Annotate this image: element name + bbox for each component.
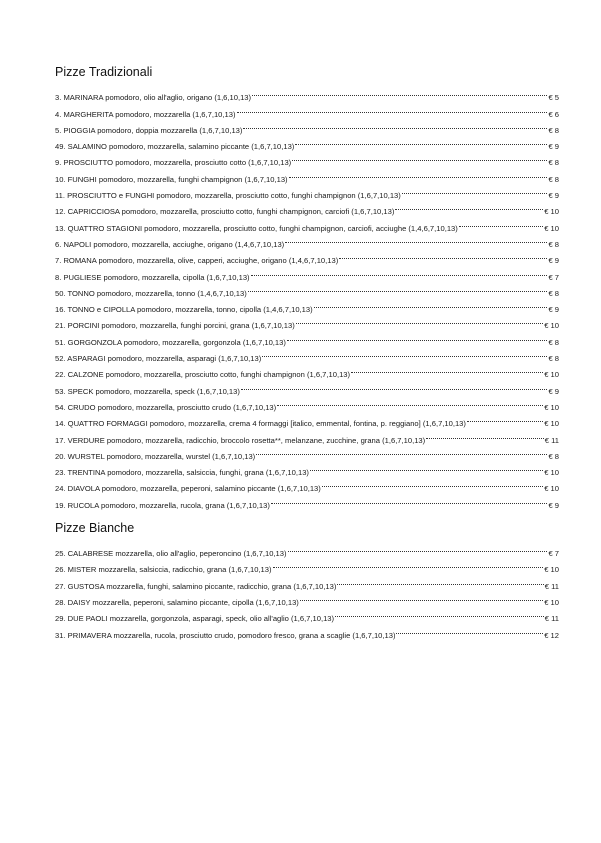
menu-item-price: € 10 — [544, 468, 559, 478]
menu-item-price: € 8 — [548, 125, 559, 135]
dot-leader — [322, 475, 543, 491]
dot-leader — [237, 100, 548, 116]
menu-item-description: 3. MARINARA pomodoro, olio all'aglio, origano (1,6,10,13) — [55, 93, 252, 103]
menu-item-description: 7. ROMANA pomodoro, mozzarella, olive, capperi, acciughe, origano (1,4,6,7,10,13) — [55, 256, 339, 266]
menu-item-price: € 10 — [544, 484, 559, 494]
menu-item-description: 21. PORCINI pomodoro, mozzarella, funghi porcini, grana (1,6,7,10,13) — [55, 321, 295, 331]
menu-item-price: € 11 — [544, 581, 559, 591]
menu-item-price: € 10 — [544, 321, 559, 331]
dot-leader — [262, 345, 547, 361]
dot-leader — [335, 605, 544, 621]
menu-item — [55, 540, 559, 559]
menu-item-price: € 8 — [548, 354, 559, 364]
menu-item-price: € 8 — [548, 451, 559, 461]
menu-item-price: € 10 — [544, 597, 559, 607]
menu-list — [55, 84, 559, 508]
dot-leader — [256, 443, 547, 459]
menu-item-description: 6. NAPOLI pomodoro, mozzarella, acciughe, origano (1,4,6,7,10,13) — [55, 239, 285, 249]
menu-item-description: 14. QUATTRO FORMAGGI pomodoro, mozzarella, crema 4 formaggi [italico, emmental, fontina, p. reggiano] (1,6,7,10,13) — [55, 419, 466, 429]
menu-item-price: € 9 — [548, 191, 559, 201]
dot-leader — [252, 84, 547, 100]
menu-item-price: € 11 — [544, 435, 559, 445]
menu-item-description: 16. TONNO e CIPOLLA pomodoro, mozzarella, tonno, cipolla (1,4,6,7,10,13) — [55, 305, 313, 315]
dot-leader — [277, 394, 543, 410]
section-title: Pizze Tradizionali — [55, 65, 153, 79]
dot-leader — [467, 410, 543, 426]
menu-item-description: 10. FUNGHI pomodoro, mozzarella, funghi champignon (1,6,7,10,13) — [55, 174, 288, 184]
menu-list — [55, 540, 559, 638]
menu-page — [55, 64, 559, 638]
menu-item-price: € 9 — [548, 305, 559, 315]
section-pizze-bianche — [55, 520, 559, 638]
dot-leader — [339, 247, 547, 263]
section-title: Pizze Bianche — [55, 520, 135, 535]
dot-leader — [402, 182, 548, 198]
dot-leader — [426, 426, 544, 442]
dot-leader — [289, 165, 548, 181]
menu-item-price: € 10 — [544, 370, 559, 380]
menu-item-description: 24. DIAVOLA pomodoro, mozzarella, peperoni, salamino piccante (1,6,7,10,13) — [55, 484, 321, 494]
menu-item-description: 26. MISTER mozzarella, salsiccia, radicchio, grana (1,6,7,10,13) — [55, 565, 272, 575]
menu-item-description: 8. PUGLIESE pomodoro, mozzarella, cipolla (1,6,7,10,13) — [55, 272, 250, 282]
menu-item — [55, 84, 559, 103]
menu-item-price: € 10 — [544, 207, 559, 217]
dot-leader — [395, 198, 543, 214]
menu-item-description: 52. ASPARAGI pomodoro, mozzarella, asparagi (1,6,7,10,13) — [55, 354, 262, 364]
dot-leader — [292, 149, 547, 165]
menu-item-price: € 5 — [548, 93, 559, 103]
menu-item-price: € 12 — [544, 630, 559, 640]
menu-item-description: 5. PIOGGIA pomodoro, doppia mozzarella (1,6,7,10,13) — [55, 125, 243, 135]
dot-leader — [273, 556, 544, 572]
menu-item-price: € 10 — [544, 223, 559, 233]
menu-item-price: € 8 — [548, 239, 559, 249]
menu-item-price: € 10 — [544, 565, 559, 575]
dot-leader — [337, 572, 543, 588]
menu-item-price: € 7 — [548, 549, 559, 559]
menu-item-price: € 9 — [548, 256, 559, 266]
menu-item-price: € 11 — [544, 614, 559, 624]
dot-leader — [396, 621, 543, 637]
menu-item-price: € 9 — [548, 142, 559, 152]
dot-leader — [287, 328, 548, 344]
dot-leader — [300, 589, 543, 605]
menu-item-price: € 9 — [548, 386, 559, 396]
dot-leader — [271, 491, 548, 507]
menu-item-price: € 9 — [548, 500, 559, 510]
menu-item-price: € 8 — [548, 174, 559, 184]
dot-leader — [243, 117, 547, 133]
menu-item-description: 51. GORGONZOLA pomodoro, mozzarella, gorgonzola (1,6,7,10,13) — [55, 337, 286, 347]
dot-leader — [351, 361, 543, 377]
menu-item-description: 17. VERDURE pomodoro, mozzarella, radicchio, broccolo rosetta**, melanzane, zucchine, grana (1,6,7,10,13) — [55, 435, 426, 445]
dot-leader — [285, 231, 547, 247]
menu-item-description: 19. RUCOLA pomodoro, mozzarella, rucola, grana (1,6,7,10,13) — [55, 500, 270, 510]
menu-item-description: 13. QUATTRO STAGIONI pomodoro, mozzarella, prosciutto cotto, funghi champignon, carciofi, acciughe (1,4,6,7,10,13) — [55, 223, 458, 233]
menu-item-description: 27. GUSTOSA mozzarella, funghi, salamino piccante, radicchio, grana (1,6,7,10,13) — [55, 581, 337, 591]
menu-item-description: 50. TONNO pomodoro, mozzarella, tonno (1,4,6,7,10,13) — [55, 288, 247, 298]
menu-item-price: € 10 — [544, 419, 559, 429]
menu-item-description: 49. SALAMINO pomodoro, mozzarella, salamino piccante (1,6,7,10,13) — [55, 142, 295, 152]
menu-item-price: € 10 — [544, 402, 559, 412]
dot-leader — [251, 263, 548, 279]
dot-leader — [288, 540, 548, 556]
dot-leader — [459, 214, 543, 230]
menu-item-description: 20. WURSTEL pomodoro, mozzarella, wurstel (1,6,7,10,13) — [55, 451, 256, 461]
menu-item-description: 12. CAPRICCIOSA pomodoro, mozzarella, prosciutto cotto, funghi champignon, carciofi (1,6,7,10,13) — [55, 207, 395, 217]
menu-item-description: 28. DAISY mozzarella, peperoni, salamino piccante, cipolla (1,6,7,10,13) — [55, 597, 299, 607]
menu-item-price: € 8 — [548, 337, 559, 347]
menu-item-price: € 6 — [548, 109, 559, 119]
menu-item-description: 29. DUE PAOLI mozzarella, gorgonzola, asparagi, speck, olio all'aglio (1,6,7,10,13) — [55, 614, 335, 624]
dot-leader — [248, 280, 548, 296]
menu-item-description: 11. PROSCIUTTO e FUNGHI pomodoro, mozzarella, prosciutto cotto, funghi champignon (1,6,7,10,13) — [55, 191, 401, 201]
dot-leader — [314, 296, 548, 312]
menu-item-description: 54. CRUDO pomodoro, mozzarella, prosciutto crudo (1,6,7,10,13) — [55, 402, 277, 412]
menu-item-price: € 8 — [548, 288, 559, 298]
dot-leader — [295, 133, 547, 149]
menu-item-description: 25. CALABRESE mozzarella, olio all'aglio, peperoncino (1,6,7,10,13) — [55, 549, 287, 559]
menu-item-description: 4. MARGHERITA pomodoro, mozzarella (1,6,7,10,13) — [55, 109, 236, 119]
menu-item-price: € 7 — [548, 272, 559, 282]
menu-item-description: 9. PROSCIUTTO pomodoro, mozzarella, prosciutto cotto (1,6,7,10,13) — [55, 158, 292, 168]
menu-item-description: 31. PRIMAVERA mozzarella, rucola, prosciutto crudo, pomodoro fresco, grana a scaglie (1,6,7,10,13) — [55, 630, 396, 640]
dot-leader — [241, 377, 548, 393]
menu-item-description: 22. CALZONE pomodoro, mozzarella, prosciutto cotto, funghi champignon (1,6,7,10,13) — [55, 370, 351, 380]
section-pizze-tradizionali — [55, 64, 559, 508]
menu-item-description: 53. SPECK pomodoro, mozzarella, speck (1,6,7,10,13) — [55, 386, 240, 396]
dot-leader — [296, 312, 543, 328]
menu-item-description: 23. TRENTINA pomodoro, mozzarella, salsiccia, funghi, grana (1,6,7,10,13) — [55, 468, 309, 478]
menu-item-price: € 8 — [548, 158, 559, 168]
dot-leader — [310, 459, 543, 475]
